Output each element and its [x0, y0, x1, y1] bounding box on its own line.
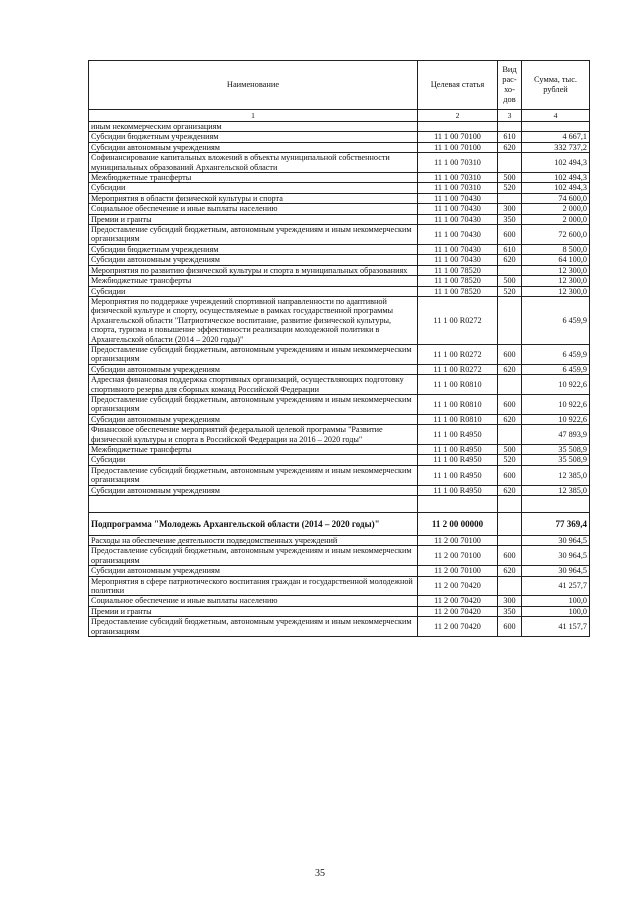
table-row [89, 214, 590, 224]
cell-name: Премии и гранты [89, 214, 418, 224]
table-row [89, 244, 590, 254]
cell-name: Софинансирование капитальных вложений в объекты муниципальной собственности муниципальных образований Архангельской области [89, 153, 418, 173]
cell-code: 11 1 00 70430 [418, 193, 498, 203]
budget-table [88, 60, 590, 637]
cell-name: Субсидии [89, 286, 418, 296]
cell-amount: 2 000,0 [522, 214, 590, 224]
table-row [89, 513, 590, 536]
cell-code: 11 1 00 78520 [418, 265, 498, 275]
cell-code: 11 1 00 R0810 [418, 414, 498, 424]
cell-type: 300 [498, 596, 522, 606]
table-row [89, 286, 590, 296]
cell-name: Предоставление субсидий бюджетным, автономным учреждениям и иным некоммерческим организациям [89, 225, 418, 245]
table-row [89, 255, 590, 265]
cell-name: Субсидии автономным учреждениям [89, 142, 418, 152]
cell-type [498, 513, 522, 536]
table-row [89, 425, 590, 445]
cell-amount: 102 494,3 [522, 153, 590, 173]
table-row [89, 265, 590, 275]
cell-code: 11 1 00 70310 [418, 153, 498, 173]
cell-type: 500 [498, 173, 522, 183]
cell-name: Предоставление субсидий бюджетным, автономным учреждениям и иным некоммерческим организациям [89, 465, 418, 485]
table-row [89, 617, 590, 637]
table-row [89, 204, 590, 214]
cell-name [89, 496, 418, 513]
cell-type: 500 [498, 445, 522, 455]
cell-amount: 2 000,0 [522, 204, 590, 214]
cell-amount [522, 496, 590, 513]
cell-amount: 74 600,0 [522, 193, 590, 203]
table-row [89, 496, 590, 513]
cell-type [498, 122, 522, 132]
cell-name: иным некоммерческим организациям [89, 122, 418, 132]
table-row [89, 183, 590, 193]
cell-name: Субсидии автономным учреждениям [89, 485, 418, 495]
cell-amount: 47 893,9 [522, 425, 590, 445]
cell-type: 610 [498, 244, 522, 254]
cell-type: 620 [498, 142, 522, 152]
cell-code: 11 1 00 70430 [418, 204, 498, 214]
cell-type [498, 425, 522, 445]
cell-type [498, 496, 522, 513]
cell-amount: 35 508,9 [522, 445, 590, 455]
cell-name: Социальное обеспечение и иные выплаты населению [89, 204, 418, 214]
cell-type [498, 193, 522, 203]
table-row [89, 375, 590, 395]
cell-name: Мероприятия по поддержке учреждений спортивной направленности по адаптивной физической культуре и спорту, осуществляемые в рамках государственной программы Архангельской области "Патриотическое воспитание, развитие физической культуры, спорта, туризма и повышение эффективности реализации молодежной политики в Архангельской области (2014 – 2020 годы)" [89, 296, 418, 344]
table-row [89, 122, 590, 132]
table-row [89, 576, 590, 596]
cell-name: Субсидии бюджетным учреждениям [89, 132, 418, 142]
table-row [89, 546, 590, 566]
table-row [89, 153, 590, 173]
cell-type [498, 296, 522, 344]
cell-amount: 6 459,9 [522, 364, 590, 374]
cell-type: 520 [498, 286, 522, 296]
cell-name: Межбюджетные трансферты [89, 276, 418, 286]
cell-code: 11 1 00 R0272 [418, 344, 498, 364]
cell-code: 11 1 00 R4950 [418, 465, 498, 485]
cell-amount: 35 508,9 [522, 455, 590, 465]
table-row [89, 566, 590, 576]
cell-amount: 4 667,1 [522, 132, 590, 142]
cell-amount: 8 500,0 [522, 244, 590, 254]
table-row [89, 296, 590, 344]
cell-amount [522, 122, 590, 132]
cell-type: 620 [498, 485, 522, 495]
cell-amount: 77 369,4 [522, 513, 590, 536]
cell-code: 11 1 00 70310 [418, 183, 498, 193]
cell-name: Социальное обеспечение и иные выплаты населению [89, 596, 418, 606]
document-page [88, 60, 589, 637]
cell-amount: 10 922,6 [522, 375, 590, 395]
cell-amount: 12 300,0 [522, 265, 590, 275]
cell-amount: 100,0 [522, 606, 590, 616]
cell-name: Межбюджетные трансферты [89, 445, 418, 455]
table-row [89, 173, 590, 183]
cell-type: 600 [498, 617, 522, 637]
cell-type: 600 [498, 344, 522, 364]
cell-code: 11 2 00 70100 [418, 566, 498, 576]
column-number: 2 [418, 110, 498, 122]
cell-code: 11 2 00 00000 [418, 513, 498, 536]
page-number: 35 [315, 868, 325, 879]
cell-type [498, 536, 522, 546]
cell-amount: 12 300,0 [522, 286, 590, 296]
cell-name: Субсидии автономным учреждениям [89, 566, 418, 576]
cell-code: 11 2 00 70100 [418, 546, 498, 566]
cell-code: 11 1 00 R4950 [418, 445, 498, 455]
cell-code: 11 2 00 70420 [418, 617, 498, 637]
cell-code: 11 1 00 78520 [418, 276, 498, 286]
table-row [89, 445, 590, 455]
cell-code: 11 2 00 70100 [418, 536, 498, 546]
table-row [89, 142, 590, 152]
table-row [89, 344, 590, 364]
cell-type [498, 375, 522, 395]
cell-type: 620 [498, 414, 522, 424]
cell-type [498, 576, 522, 596]
cell-code: 11 1 00 R0810 [418, 394, 498, 414]
cell-type: 620 [498, 255, 522, 265]
cell-amount: 10 922,6 [522, 414, 590, 424]
cell-amount: 72 600,0 [522, 225, 590, 245]
table-row [89, 414, 590, 424]
cell-amount: 100,0 [522, 596, 590, 606]
cell-name: Мероприятия в области физической культуры и спорта [89, 193, 418, 203]
table-row [89, 394, 590, 414]
cell-name: Мероприятия в сфере патриотического воспитания граждан и государственной молодежной политики [89, 576, 418, 596]
cell-amount: 30 964,5 [522, 536, 590, 546]
header-name: Наименование [89, 61, 418, 110]
cell-amount: 6 459,9 [522, 296, 590, 344]
cell-amount: 30 964,5 [522, 546, 590, 566]
cell-amount: 6 459,9 [522, 344, 590, 364]
cell-amount: 12 385,0 [522, 465, 590, 485]
cell-code: 11 1 00 70430 [418, 225, 498, 245]
cell-type: 620 [498, 566, 522, 576]
table-row [89, 606, 590, 616]
cell-amount: 102 494,3 [522, 173, 590, 183]
cell-name: Предоставление субсидий бюджетным, автономным учреждениям и иным некоммерческим организациям [89, 546, 418, 566]
table-row [89, 225, 590, 245]
table-row [89, 276, 590, 286]
cell-amount: 41 257,7 [522, 576, 590, 596]
header-code: Целевая статья [418, 61, 498, 110]
cell-amount: 102 494,3 [522, 183, 590, 193]
cell-code: 11 1 00 70310 [418, 173, 498, 183]
cell-type: 300 [498, 204, 522, 214]
column-number: 3 [498, 110, 522, 122]
cell-type: 620 [498, 364, 522, 374]
cell-name: Субсидии [89, 183, 418, 193]
cell-code: 11 2 00 70420 [418, 596, 498, 606]
cell-type: 600 [498, 546, 522, 566]
table-row [89, 485, 590, 495]
cell-code: 11 2 00 70420 [418, 576, 498, 596]
cell-name: Субсидии [89, 455, 418, 465]
header-amount: Сумма, тыс. рублей [522, 61, 590, 110]
cell-name: Предоставление субсидий бюджетным, автономным учреждениям и иным некоммерческим организациям [89, 344, 418, 364]
cell-code: 11 1 00 R4950 [418, 425, 498, 445]
column-number: 1 [89, 110, 418, 122]
cell-type: 600 [498, 394, 522, 414]
cell-code: 11 1 00 70430 [418, 244, 498, 254]
cell-code: 11 2 00 70420 [418, 606, 498, 616]
cell-type: 520 [498, 455, 522, 465]
cell-name: Расходы на обеспечение деятельности подведомственных учреждений [89, 536, 418, 546]
cell-code: 11 1 00 70430 [418, 214, 498, 224]
cell-name: Субсидии автономным учреждениям [89, 255, 418, 265]
cell-code: 11 1 00 R0272 [418, 296, 498, 344]
cell-code [418, 496, 498, 513]
cell-amount: 64 100,0 [522, 255, 590, 265]
cell-name: Субсидии бюджетным учреждениям [89, 244, 418, 254]
cell-amount: 12 300,0 [522, 276, 590, 286]
cell-amount: 41 157,7 [522, 617, 590, 637]
cell-name: Предоставление субсидий бюджетным, автономным учреждениям и иным некоммерческим организациям [89, 394, 418, 414]
cell-name: Субсидии автономным учреждениям [89, 414, 418, 424]
table-row [89, 596, 590, 606]
cell-code: 11 1 00 R4950 [418, 485, 498, 495]
cell-type: 350 [498, 606, 522, 616]
cell-type: 520 [498, 183, 522, 193]
cell-name: Мероприятия по развитию физической культуры и спорта в муниципальных образованиях [89, 265, 418, 275]
cell-amount: 10 922,6 [522, 394, 590, 414]
table-row [89, 193, 590, 203]
cell-type: 600 [498, 465, 522, 485]
cell-type [498, 265, 522, 275]
column-number-row [89, 110, 590, 122]
cell-amount: 12 385,0 [522, 485, 590, 495]
cell-amount: 30 964,5 [522, 566, 590, 576]
cell-name: Предоставление субсидий бюджетным, автономным учреждениям и иным некоммерческим организациям [89, 617, 418, 637]
cell-code: 11 1 00 R0272 [418, 364, 498, 374]
cell-type: 350 [498, 214, 522, 224]
table-row [89, 132, 590, 142]
cell-type: 610 [498, 132, 522, 142]
header-type: Вид рас- хо- дов [498, 61, 522, 110]
cell-amount: 332 737,2 [522, 142, 590, 152]
cell-type: 500 [498, 276, 522, 286]
table-header-row [89, 61, 590, 110]
table-row [89, 364, 590, 374]
cell-name: Подпрограмма "Молодежь Архангельской области (2014 – 2020 годы)" [89, 513, 418, 536]
cell-code: 11 1 00 70430 [418, 255, 498, 265]
table-row [89, 455, 590, 465]
cell-name: Адресная финансовая поддержка спортивных организаций, осуществляющих подготовку спортивного резерва для сборных команд Российской Федерации [89, 375, 418, 395]
cell-name: Премии и гранты [89, 606, 418, 616]
cell-name: Финансовое обеспечение мероприятий федеральной целевой программы "Развитие физической культуры и спорта в Российской Федерации на 2016 – 2020 годы" [89, 425, 418, 445]
cell-name: Межбюджетные трансферты [89, 173, 418, 183]
cell-code: 11 1 00 78520 [418, 286, 498, 296]
cell-type: 600 [498, 225, 522, 245]
column-number: 4 [522, 110, 590, 122]
cell-code: 11 1 00 70100 [418, 132, 498, 142]
table-row [89, 465, 590, 485]
table-row [89, 536, 590, 546]
cell-code: 11 1 00 R4950 [418, 455, 498, 465]
cell-name: Субсидии автономным учреждениям [89, 364, 418, 374]
cell-code: 11 1 00 70100 [418, 142, 498, 152]
cell-code: 11 1 00 R0810 [418, 375, 498, 395]
cell-type [498, 153, 522, 173]
cell-code [418, 122, 498, 132]
